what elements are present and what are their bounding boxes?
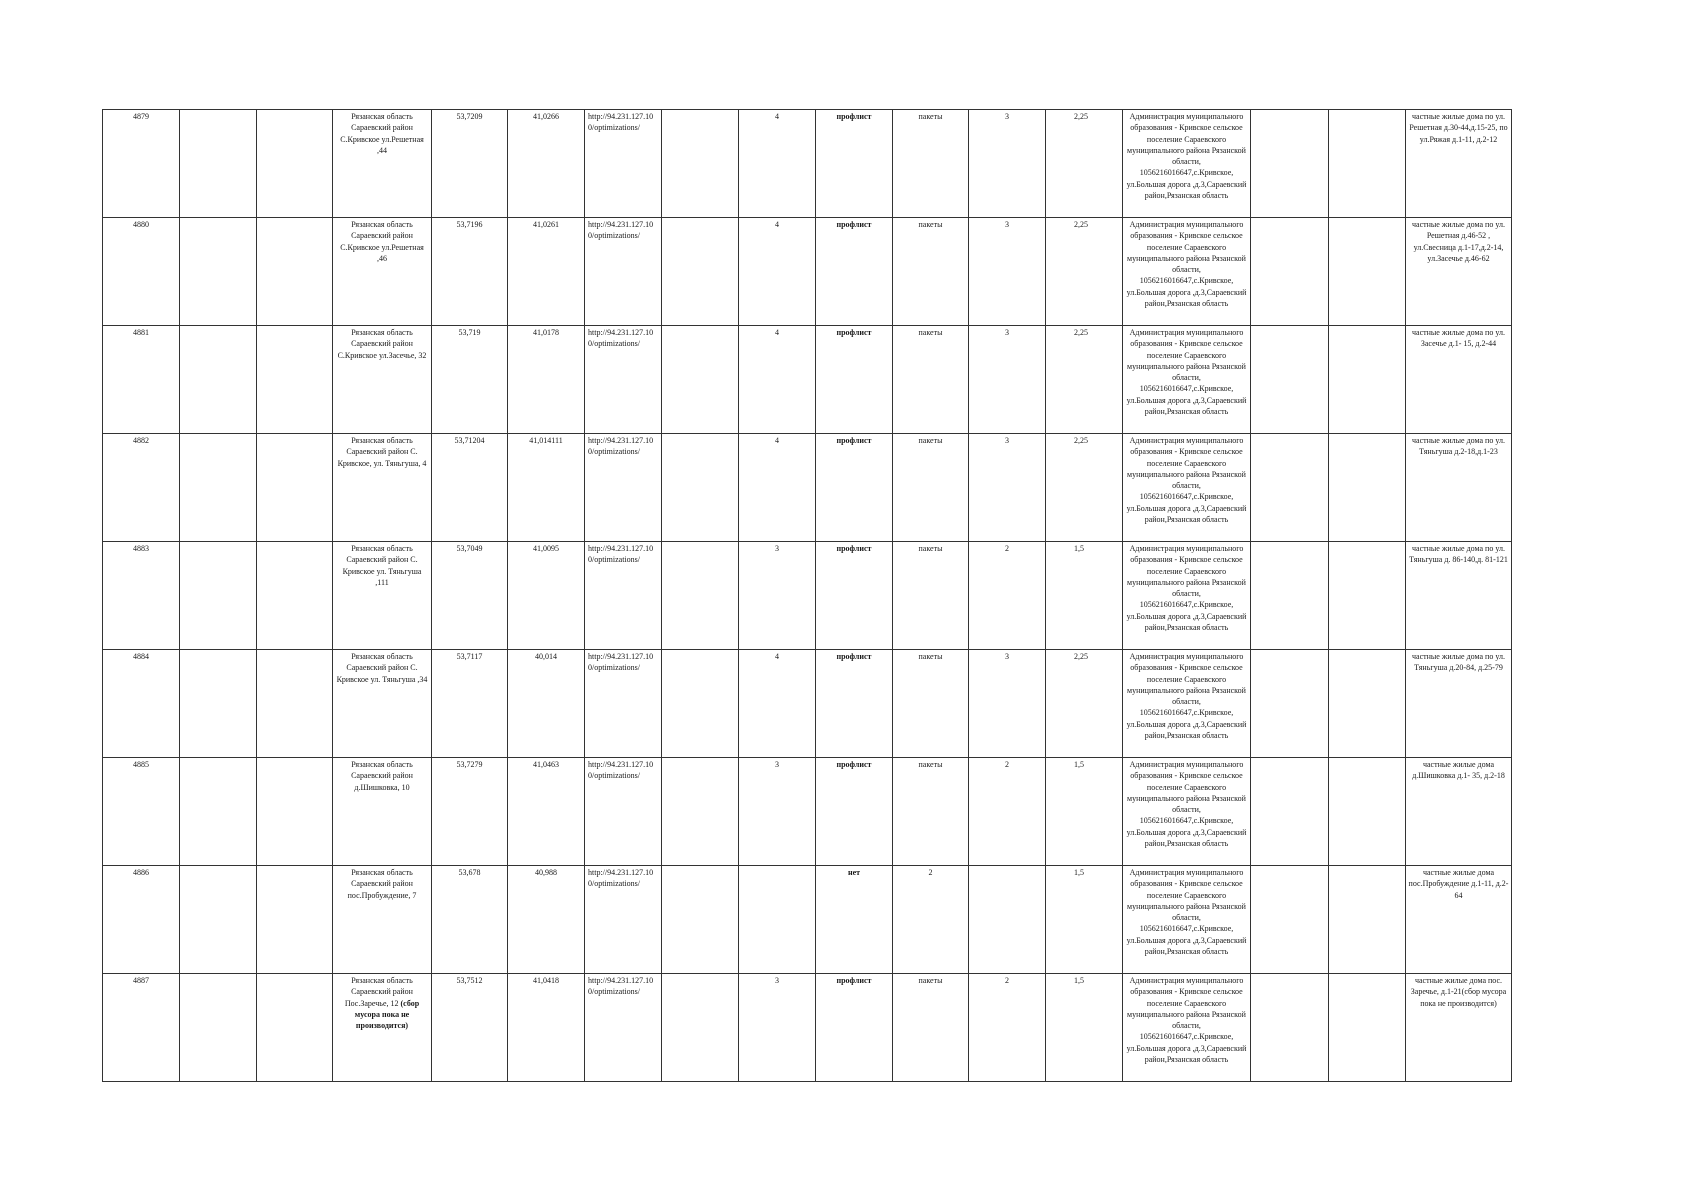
cell-volume-text: 1,5 [1074, 868, 1084, 877]
cell-address [333, 434, 432, 542]
cell-surface-text: профлист [836, 652, 872, 661]
cell-sources [1406, 974, 1512, 1082]
cell-longitude [508, 326, 585, 434]
table-body [103, 110, 1512, 1082]
table-row [103, 974, 1512, 1082]
cell-longitude [508, 434, 585, 542]
cell-containers-text: 4 [775, 436, 779, 445]
cell-surface [816, 218, 893, 326]
cell-type-text: пакеты [918, 112, 943, 121]
cell-empty-4 [1251, 110, 1329, 218]
table-row [103, 542, 1512, 650]
address-note: (сбор мусора пока не производится) [354, 998, 420, 1031]
cell-address-text: Рязанская область Сараевский район С.Кривское ул.Засечье, 32 [337, 328, 427, 360]
cell-empty-3 [662, 218, 739, 326]
cell-volume [1046, 758, 1123, 866]
cell-owner-text: Администрация муниципального образования - Кривское сельское поселение Сараевского муниципального района Рязанской области, 1056216016647,с.Кривское, ул.Большая дорога ,д.3,Сараевский район,Рязанская область [1126, 976, 1247, 1065]
cell-surface-text: профлист [836, 544, 872, 553]
cell-count-text: 3 [1005, 220, 1009, 229]
cell-longitude-text: 41,0463 [533, 760, 559, 769]
cell-id [103, 866, 180, 974]
cell-latitude-text: 53,7196 [456, 220, 483, 229]
cell-empty-3 [662, 542, 739, 650]
cell-count-text: 3 [1005, 436, 1009, 445]
cell-empty-2 [257, 218, 333, 326]
cell-empty-5 [1329, 974, 1406, 1082]
cell-address-text: Рязанская область Сараевский район С.Кривское ул.Решетная ,46 [340, 220, 424, 263]
cell-surface [816, 866, 893, 974]
cell-sources-text: частные жилые дома по ул. Тяньгуша д.2-18,д.1-23 [1412, 436, 1505, 457]
cell-latitude-text: 53,7117 [456, 652, 483, 661]
cell-empty-2 [257, 110, 333, 218]
cell-longitude [508, 974, 585, 1082]
cell-address-text: Рязанская область Сараевский район Пос.Заречье, 12 [344, 976, 413, 1008]
cell-address [333, 542, 432, 650]
cell-empty-3 [662, 434, 739, 542]
cell-empty-1 [180, 434, 257, 542]
cell-containers-text: 3 [775, 760, 779, 769]
cell-url-text: http://94.231.127.10 0/optimizations/ [588, 976, 654, 997]
cell-volume [1046, 326, 1123, 434]
cell-empty-4 [1251, 866, 1329, 974]
cell-containers [739, 218, 816, 326]
table-row [103, 326, 1512, 434]
cell-owner-text: Администрация муниципального образования - Кривское сельское поселение Сараевского муниципального района Рязанской области, 1056216016647,с.Кривское, ул.Большая дорога ,д.3,Сараевский район,Рязанская область [1126, 220, 1247, 309]
cell-containers-text: 4 [775, 652, 779, 661]
table-row [103, 758, 1512, 866]
cell-latitude-text: 53,7049 [456, 544, 483, 553]
cell-empty-3 [662, 974, 739, 1082]
cell-address-text: Рязанская область Сараевский район С. Кривское ул. Тяньгуша ,34 [336, 652, 428, 684]
cell-latitude-text: 53,719 [458, 328, 481, 337]
cell-type-text: пакеты [918, 652, 943, 661]
cell-url [585, 326, 662, 434]
cell-sources-text: частные жилые дома по ул. Тяньгуша д. 86-140,д. 81-121 [1409, 544, 1508, 565]
table-row [103, 110, 1512, 218]
cell-surface [816, 110, 893, 218]
cell-type [893, 758, 969, 866]
cell-empty-1 [180, 974, 257, 1082]
cell-id [103, 758, 180, 866]
cell-longitude-text: 40,988 [535, 868, 557, 877]
cell-volume-text: 2,25 [1074, 220, 1088, 229]
cell-empty-5 [1329, 650, 1406, 758]
cell-containers [739, 758, 816, 866]
cell-surface-text: профлист [836, 976, 872, 985]
cell-url [585, 542, 662, 650]
cell-sources-text: частные жилые дома по ул. Решетная д.30-44,д.15-25, по ул.Ряжая д.1-11, д.2-12 [1409, 112, 1508, 144]
cell-id-text: 4881 [133, 328, 149, 337]
cell-type-text: 2 [928, 868, 933, 877]
cell-type [893, 974, 969, 1082]
cell-id-text: 4879 [133, 112, 149, 121]
cell-surface [816, 974, 893, 1082]
cell-address-text: Рязанская область Сараевский район С. Кривское, ул. Тяньгуша, 4 [337, 436, 427, 468]
cell-empty-5 [1329, 542, 1406, 650]
cell-empty-2 [257, 974, 333, 1082]
cell-address [333, 758, 432, 866]
cell-containers [739, 110, 816, 218]
cell-empty-2 [257, 758, 333, 866]
cell-id [103, 434, 180, 542]
cell-url-text: http://94.231.127.10 0/optimizations/ [588, 220, 654, 241]
cell-longitude-text: 41,0178 [533, 328, 559, 337]
cell-owner [1123, 326, 1251, 434]
cell-url-text: http://94.231.127.10 0/optimizations/ [588, 760, 654, 781]
cell-count [969, 434, 1046, 542]
cell-url-text: http://94.231.127.10 0/optimizations/ [588, 652, 654, 673]
cell-count [969, 974, 1046, 1082]
cell-owner-text: Администрация муниципального образования - Кривское сельское поселение Сараевского муниципального района Рязанской области, 1056216016647,с.Кривское, ул.Большая дорога ,д.3,Сараевский район,Рязанская область [1126, 544, 1247, 633]
cell-count-text: 2 [1005, 976, 1009, 985]
cell-longitude [508, 650, 585, 758]
cell-id [103, 326, 180, 434]
cell-count-text: 3 [1005, 112, 1009, 121]
cell-address [333, 866, 432, 974]
cell-latitude-text: 53,7279 [456, 760, 483, 769]
cell-count [969, 326, 1046, 434]
cell-type [893, 326, 969, 434]
cell-volume-text: 1,5 [1074, 544, 1084, 553]
cell-volume-text: 1,5 [1074, 760, 1084, 769]
cell-surface-text: профлист [836, 760, 872, 769]
cell-count [969, 218, 1046, 326]
cell-containers [739, 542, 816, 650]
cell-empty-4 [1251, 434, 1329, 542]
cell-sources [1406, 434, 1512, 542]
cell-count-text: 3 [1005, 328, 1009, 337]
table-row [103, 434, 1512, 542]
cell-surface-text: нет [847, 868, 861, 877]
cell-id-text: 4880 [133, 220, 149, 229]
cell-owner [1123, 866, 1251, 974]
cell-address-text: Рязанская область Сараевский район С. Кривское ул. Тяньгуша ,111 [342, 544, 422, 587]
cell-latitude [432, 218, 508, 326]
cell-surface [816, 650, 893, 758]
cell-empty-2 [257, 434, 333, 542]
cell-empty-4 [1251, 326, 1329, 434]
cell-id-text: 4883 [133, 544, 149, 553]
cell-containers-text: 4 [775, 112, 779, 121]
cell-volume [1046, 218, 1123, 326]
cell-latitude-text: 53,678 [458, 868, 481, 877]
cell-empty-5 [1329, 326, 1406, 434]
registry-table [102, 109, 1512, 1082]
cell-owner [1123, 758, 1251, 866]
cell-volume-text: 2,25 [1074, 436, 1088, 445]
cell-surface [816, 758, 893, 866]
cell-latitude [432, 110, 508, 218]
cell-sources [1406, 866, 1512, 974]
cell-sources-text: частные жилые дома д.Шишковка д.1- 35, д.2-18 [1412, 760, 1505, 781]
cell-owner-text: Администрация муниципального образования - Кривское сельское поселение Сараевского муниципального района Рязанской области, 1056216016647,с.Кривское, ул.Большая дорога ,д.3,Сараевский район,Рязанская область [1126, 436, 1247, 525]
cell-longitude-text: 41,0095 [533, 544, 559, 553]
cell-address [333, 110, 432, 218]
cell-type [893, 542, 969, 650]
cell-latitude-text: 53,7209 [456, 112, 483, 121]
cell-type [893, 434, 969, 542]
cell-latitude [432, 866, 508, 974]
cell-empty-1 [180, 650, 257, 758]
cell-latitude-text: 53,7512 [456, 976, 483, 985]
cell-volume-text: 2,25 [1074, 328, 1088, 337]
cell-owner-text: Администрация муниципального образования - Кривское сельское поселение Сараевского муниципального района Рязанской области, 1056216016647,с.Кривское, ул.Большая дорога ,д.3,Сараевский район,Рязанская область [1126, 328, 1247, 417]
cell-empty-5 [1329, 218, 1406, 326]
cell-type-text: пакеты [918, 760, 943, 769]
cell-sources-text: частные жилые дома по ул. Решетная д.46-52 , ул.Свесница д.1-17,д.2-14, ул.Засечье д.46-62 [1412, 220, 1505, 263]
cell-latitude [432, 434, 508, 542]
cell-empty-3 [662, 866, 739, 974]
cell-type-text: пакеты [918, 544, 943, 553]
cell-count [969, 650, 1046, 758]
cell-surface-text: профлист [836, 112, 872, 121]
cell-surface [816, 542, 893, 650]
cell-type [893, 866, 969, 974]
cell-type-text: пакеты [918, 976, 943, 985]
cell-empty-1 [180, 110, 257, 218]
cell-longitude-text: 41,0418 [533, 976, 559, 985]
cell-longitude-text: 40,014 [535, 652, 557, 661]
cell-type-text: пакеты [918, 220, 943, 229]
cell-empty-3 [662, 326, 739, 434]
cell-containers [739, 866, 816, 974]
cell-empty-1 [180, 326, 257, 434]
cell-surface-text: профлист [836, 436, 872, 445]
cell-latitude [432, 542, 508, 650]
cell-address-text: Рязанская область Сараевский район пос.Пробуждение, 7 [347, 868, 417, 900]
cell-address [333, 218, 432, 326]
cell-url-text: http://94.231.127.10 0/optimizations/ [588, 436, 654, 457]
cell-owner [1123, 650, 1251, 758]
cell-url [585, 434, 662, 542]
cell-id [103, 650, 180, 758]
cell-id-text: 4886 [133, 868, 149, 877]
cell-count-text: 2 [1005, 544, 1009, 553]
cell-latitude [432, 650, 508, 758]
cell-empty-1 [180, 866, 257, 974]
cell-longitude [508, 218, 585, 326]
cell-containers [739, 434, 816, 542]
cell-surface-text: профлист [836, 328, 872, 337]
cell-empty-2 [257, 650, 333, 758]
cell-containers [739, 974, 816, 1082]
cell-url-text: http://94.231.127.10 0/optimizations/ [588, 868, 654, 889]
table-row [103, 866, 1512, 974]
cell-sources [1406, 326, 1512, 434]
cell-owner-text: Администрация муниципального образования - Кривское сельское поселение Сараевского муниципального района Рязанской области, 1056216016647,с.Кривское, ул.Большая дорога ,д.3,Сараевский район,Рязанская область [1126, 760, 1247, 849]
cell-longitude-text: 41,0261 [533, 220, 559, 229]
cell-empty-3 [662, 758, 739, 866]
cell-volume [1046, 110, 1123, 218]
cell-latitude [432, 974, 508, 1082]
cell-latitude [432, 758, 508, 866]
cell-empty-2 [257, 866, 333, 974]
cell-type-text: пакеты [918, 328, 943, 337]
cell-volume [1046, 866, 1123, 974]
cell-url-text: http://94.231.127.10 0/optimizations/ [588, 112, 654, 133]
cell-owner [1123, 542, 1251, 650]
cell-count-text: 2 [1005, 760, 1009, 769]
cell-surface-text: профлист [836, 220, 872, 229]
cell-count [969, 542, 1046, 650]
cell-empty-5 [1329, 758, 1406, 866]
cell-empty-4 [1251, 218, 1329, 326]
cell-empty-5 [1329, 110, 1406, 218]
cell-volume [1046, 434, 1123, 542]
cell-owner-text: Администрация муниципального образования - Кривское сельское поселение Сараевского муниципального района Рязанской области, 1056216016647,с.Кривское, ул.Большая дорога ,д.3,Сараевский район,Рязанская область [1126, 112, 1247, 201]
cell-sources [1406, 110, 1512, 218]
cell-containers [739, 326, 816, 434]
cell-url [585, 974, 662, 1082]
cell-address [333, 650, 432, 758]
cell-sources-text: частные жилые дома по ул. Засечье д.1- 15, д.2-44 [1412, 328, 1505, 349]
cell-url [585, 866, 662, 974]
cell-owner [1123, 218, 1251, 326]
cell-id-text: 4885 [133, 760, 149, 769]
cell-address [333, 974, 432, 1082]
cell-type [893, 110, 969, 218]
cell-containers-text: 4 [775, 328, 779, 337]
cell-url [585, 218, 662, 326]
cell-url-text: http://94.231.127.10 0/optimizations/ [588, 544, 654, 565]
cell-empty-2 [257, 326, 333, 434]
cell-empty-3 [662, 650, 739, 758]
cell-count-text: 3 [1005, 652, 1009, 661]
cell-url-text: http://94.231.127.10 0/optimizations/ [588, 328, 654, 349]
cell-latitude [432, 326, 508, 434]
cell-id [103, 974, 180, 1082]
cell-empty-5 [1329, 434, 1406, 542]
cell-volume-text: 2,25 [1074, 112, 1088, 121]
cell-url [585, 758, 662, 866]
cell-count [969, 758, 1046, 866]
cell-volume-text: 1,5 [1074, 976, 1084, 985]
cell-address [333, 326, 432, 434]
cell-address-text: Рязанская область Сараевский район д.Шишковка, 10 [351, 760, 413, 792]
cell-volume [1046, 542, 1123, 650]
cell-type-text: пакеты [918, 436, 943, 445]
cell-longitude [508, 542, 585, 650]
cell-latitude-text: 53,71204 [454, 436, 485, 445]
cell-owner [1123, 110, 1251, 218]
cell-longitude [508, 110, 585, 218]
cell-volume [1046, 974, 1123, 1082]
cell-id-text: 4887 [133, 976, 149, 985]
cell-url [585, 110, 662, 218]
cell-empty-1 [180, 758, 257, 866]
cell-sources [1406, 758, 1512, 866]
cell-containers-text: 4 [775, 220, 779, 229]
cell-count [969, 866, 1046, 974]
cell-containers-text: 3 [775, 544, 779, 553]
cell-longitude-text: 41,014111 [529, 436, 563, 445]
cell-containers [739, 650, 816, 758]
cell-longitude-text: 41,0266 [533, 112, 559, 121]
cell-empty-1 [180, 218, 257, 326]
cell-address-text: Рязанская область Сараевский район С.Кривское ул.Решетная ,44 [340, 112, 424, 155]
cell-id-text: 4884 [133, 652, 149, 661]
cell-id [103, 218, 180, 326]
cell-owner-text: Администрация муниципального образования - Кривское сельское поселение Сараевского муниципального района Рязанской области, 1056216016647,с.Кривское, ул.Большая дорога ,д.3,Сараевский район,Рязанская область [1126, 868, 1247, 957]
cell-empty-1 [180, 542, 257, 650]
cell-owner-text: Администрация муниципального образования - Кривское сельское поселение Сараевского муниципального района Рязанской области, 1056216016647,с.Кривское, ул.Большая дорога ,д.3,Сараевский район,Рязанская область [1126, 652, 1247, 741]
cell-empty-4 [1251, 758, 1329, 866]
cell-owner [1123, 974, 1251, 1082]
cell-sources [1406, 542, 1512, 650]
cell-empty-3 [662, 110, 739, 218]
cell-sources-text: частные жилые дома пос. Заречье, д.1-21(сбор мусора пока не производится) [1410, 976, 1507, 1008]
cell-empty-4 [1251, 974, 1329, 1082]
cell-type [893, 650, 969, 758]
cell-count [969, 110, 1046, 218]
cell-longitude [508, 758, 585, 866]
cell-empty-4 [1251, 542, 1329, 650]
cell-sources-text: частные жилые дома по ул. Тяньгуша д.20-84, д.25-79 [1412, 652, 1505, 673]
cell-id [103, 110, 180, 218]
cell-empty-4 [1251, 650, 1329, 758]
cell-owner [1123, 434, 1251, 542]
cell-sources [1406, 218, 1512, 326]
cell-id-text: 4882 [133, 436, 149, 445]
cell-volume-text: 2,25 [1074, 652, 1088, 661]
cell-id [103, 542, 180, 650]
cell-containers-text: 3 [775, 976, 779, 985]
cell-empty-2 [257, 542, 333, 650]
cell-sources-text: частные жилые дома пос.Пробуждение д.1-11, д.2-64 [1408, 868, 1509, 900]
cell-empty-5 [1329, 866, 1406, 974]
table-row [103, 218, 1512, 326]
cell-type [893, 218, 969, 326]
cell-longitude [508, 866, 585, 974]
cell-surface [816, 326, 893, 434]
cell-volume [1046, 650, 1123, 758]
cell-sources [1406, 650, 1512, 758]
cell-surface [816, 434, 893, 542]
cell-url [585, 650, 662, 758]
table-row [103, 650, 1512, 758]
